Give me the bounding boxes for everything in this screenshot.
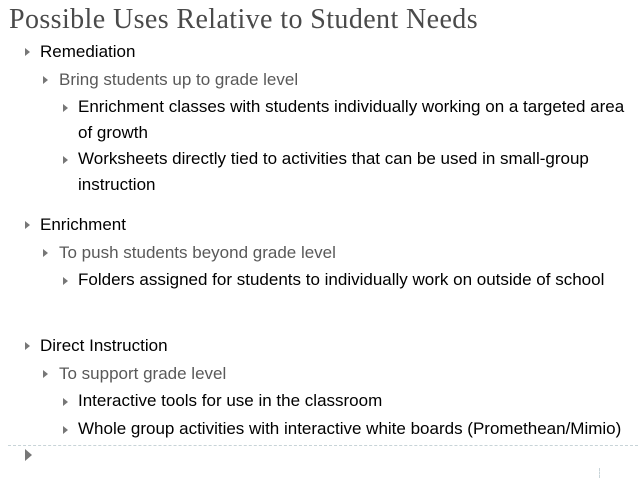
bullet-arrow-icon bbox=[25, 221, 30, 229]
bullet-arrow-icon bbox=[25, 342, 30, 350]
section-sub-direct-instruction: To support grade level bbox=[59, 364, 227, 383]
section-sub-enrichment: To push students beyond grade level bbox=[59, 243, 336, 262]
list-item: Interactive tools for use in the classroom bbox=[78, 391, 383, 410]
bullet-arrow-icon bbox=[63, 398, 68, 406]
list-item: Worksheets directly tied to activities that can be used in small-group instruction bbox=[78, 149, 589, 194]
bullet-arrow-icon bbox=[63, 156, 68, 164]
bullet-arrow-icon bbox=[63, 104, 68, 112]
play-arrow-icon bbox=[25, 449, 32, 461]
list-item: Folders assigned for students to individually work on outside of school bbox=[78, 270, 605, 289]
slide-title: Possible Uses Relative to Student Needs bbox=[9, 4, 479, 35]
list-item: Whole group activities with interactive white boards (Promethean/Mimio) bbox=[78, 419, 622, 438]
decorative-rule bbox=[8, 445, 638, 446]
bullet-arrow-icon bbox=[63, 426, 68, 434]
list-item: Enrichment classes with students individually working on a targeted area of growth bbox=[78, 97, 625, 142]
decorative-rule-vertical bbox=[599, 468, 600, 478]
section-heading-direct-instruction: Direct Instruction bbox=[40, 336, 168, 355]
section-heading-remediation: Remediation bbox=[40, 42, 136, 61]
bullet-arrow-icon bbox=[63, 277, 68, 285]
section-heading-enrichment: Enrichment bbox=[40, 215, 126, 234]
bullet-arrow-icon bbox=[43, 249, 48, 257]
section-sub-remediation: Bring students up to grade level bbox=[59, 70, 299, 89]
bullet-arrow-icon bbox=[25, 48, 30, 56]
bullet-arrow-icon bbox=[43, 370, 48, 378]
bullet-arrow-icon bbox=[43, 76, 48, 84]
